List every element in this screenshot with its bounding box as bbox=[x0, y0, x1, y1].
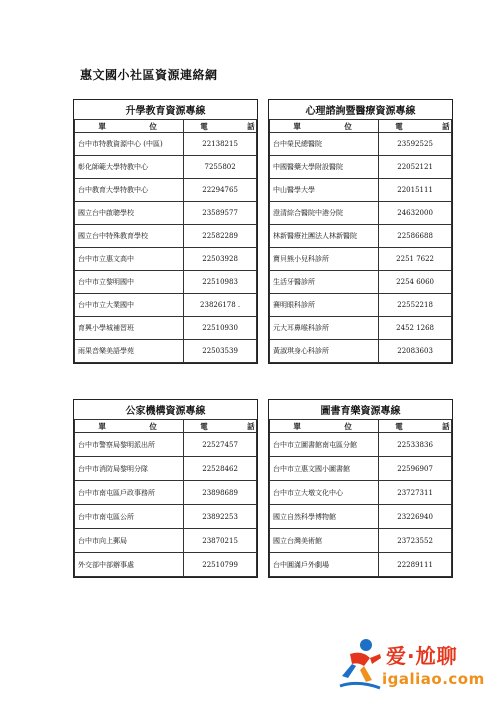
unit-name-cell: 外交部中部辦事處 bbox=[75, 553, 184, 577]
column-header-phone: 電 話 bbox=[379, 420, 452, 433]
section-title-row bbox=[75, 100, 257, 120]
column-header-row bbox=[75, 420, 257, 433]
unit-name-cell: 台中市特教資源中心 (中區) bbox=[75, 133, 184, 156]
section-title: 公家機構資源專線 bbox=[75, 400, 257, 420]
phone-number-cell: 23892253 bbox=[184, 505, 257, 529]
unit-name-cell: 元大耳鼻喉科診所 bbox=[270, 317, 379, 340]
phone-number-cell: 22289111 bbox=[379, 553, 452, 577]
unit-name-cell: 台中教育大學特教中心 bbox=[75, 179, 184, 202]
contact-table bbox=[74, 400, 271, 577]
unit-name-cell: 台中市立黎明國中 bbox=[75, 271, 184, 294]
section-title-row bbox=[270, 100, 452, 120]
table-row bbox=[270, 202, 452, 225]
column-header-unit: 單 位 bbox=[75, 120, 184, 133]
unit-name-cell: 台中市南屯區公所 bbox=[75, 505, 184, 529]
phone-number-cell: 22138215 bbox=[184, 133, 257, 156]
table-row bbox=[270, 156, 452, 179]
phone-number-cell: 7255802 bbox=[184, 156, 257, 179]
unit-name-cell: 中國醫藥大學附設醫院 bbox=[270, 156, 379, 179]
table-row bbox=[75, 271, 257, 294]
contact-table bbox=[269, 400, 466, 577]
table-row bbox=[270, 225, 452, 248]
table-row bbox=[75, 317, 257, 340]
section-title: 圖書育樂資源專線 bbox=[270, 400, 452, 420]
column-header-unit: 單 位 bbox=[270, 420, 379, 433]
column-header-row bbox=[75, 120, 257, 133]
phone-number-cell: 2251 7622 bbox=[379, 248, 452, 271]
table-row bbox=[270, 433, 452, 457]
column-header-phone: 電 話 bbox=[379, 120, 452, 133]
unit-name-cell: 育興小學城補習班 bbox=[75, 317, 184, 340]
phone-number-cell: 22503539 bbox=[184, 340, 257, 363]
table-row bbox=[270, 457, 452, 481]
phone-number-cell: 22586688 bbox=[379, 225, 452, 248]
unit-name-cell: 台中市立圖書館南屯區分館 bbox=[270, 433, 379, 457]
table-row bbox=[75, 433, 257, 457]
phone-number-cell: 22596907 bbox=[379, 457, 452, 481]
table-row bbox=[75, 179, 257, 202]
unit-name-cell: 寶貝熊小兒科診所 bbox=[270, 248, 379, 271]
panel-education-resources bbox=[73, 99, 271, 364]
phone-number-cell: 23226940 bbox=[379, 505, 452, 529]
section-title: 升學教育資源專線 bbox=[75, 100, 257, 120]
phone-number-cell: 23870215 bbox=[184, 529, 257, 553]
phone-number-cell: 22527457 bbox=[184, 433, 257, 457]
table-row bbox=[75, 294, 257, 317]
phone-number-cell: 24632000 bbox=[379, 202, 452, 225]
section-title: 心理諮詢暨醫療資源專線 bbox=[270, 100, 452, 120]
phone-number-cell: 2452 1268 bbox=[379, 317, 452, 340]
table-row bbox=[75, 481, 257, 505]
section-title-row bbox=[270, 400, 452, 420]
unit-name-cell: 國立台中特殊教育學校 bbox=[75, 225, 184, 248]
phone-number-cell: 22552218 bbox=[379, 294, 452, 317]
phone-number-cell: 23898689 bbox=[184, 481, 257, 505]
phone-number-cell: 22510983 bbox=[184, 271, 257, 294]
table-row bbox=[270, 133, 452, 156]
table-row bbox=[75, 133, 257, 156]
phone-number-cell: 2254 6060 bbox=[379, 271, 452, 294]
unit-name-cell: 台中市消防局黎明分隊 bbox=[75, 457, 184, 481]
phone-number-cell: 22528462 bbox=[184, 457, 257, 481]
unit-name-cell: 澄清綜合醫院中港分院 bbox=[270, 202, 379, 225]
phone-number-cell: 22533836 bbox=[379, 433, 452, 457]
panel-library-recreation-resources bbox=[268, 399, 466, 578]
document-title: 惠文國小社區資源連絡網 bbox=[80, 68, 218, 82]
unit-name-cell: 台中市立大業國中 bbox=[75, 294, 184, 317]
table-row bbox=[75, 505, 257, 529]
unit-name-cell: 台中市警察局黎明派出所 bbox=[75, 433, 184, 457]
table-row bbox=[75, 225, 257, 248]
unit-name-cell: 台中市南屯區戶政事務所 bbox=[75, 481, 184, 505]
table-row bbox=[270, 317, 452, 340]
phone-number-cell: 23723552 bbox=[379, 529, 452, 553]
unit-name-cell: 彰化師範大學特教中心 bbox=[75, 156, 184, 179]
section-title-row bbox=[75, 400, 257, 420]
column-header-row bbox=[270, 420, 452, 433]
unit-name-cell: 國立台中啟聰學校 bbox=[75, 202, 184, 225]
table-row bbox=[270, 529, 452, 553]
unit-name-cell: 台中市立惠文高中 bbox=[75, 248, 184, 271]
unit-name-cell: 黃淑琪身心科診所 bbox=[270, 340, 379, 363]
unit-name-cell: 生活牙醫診所 bbox=[270, 271, 379, 294]
watermark-text-cn: 爱·尬聊 bbox=[386, 644, 458, 668]
column-header-phone: 電 話 bbox=[184, 420, 257, 433]
phone-number-cell: 22582289 bbox=[184, 225, 257, 248]
unit-name-cell: 台中市立大墩文化中心 bbox=[270, 481, 379, 505]
contact-table bbox=[269, 100, 466, 363]
watermark-text-en: igaliao.com bbox=[382, 670, 485, 688]
table-row bbox=[270, 248, 452, 271]
unit-name-cell: 中山醫學大學 bbox=[270, 179, 379, 202]
table-row bbox=[270, 553, 452, 577]
phone-number-cell: 22510930 bbox=[184, 317, 257, 340]
table-row bbox=[75, 202, 257, 225]
table-row bbox=[270, 294, 452, 317]
phone-number-cell: 22510799 bbox=[184, 553, 257, 577]
panel-counseling-medical-resources bbox=[268, 99, 466, 364]
phone-number-cell: 23826178 . bbox=[184, 294, 257, 317]
unit-name-cell: 台中圓滿戶外劇場 bbox=[270, 553, 379, 577]
phone-number-cell: 22015111 bbox=[379, 179, 452, 202]
phone-number-cell: 23592525 bbox=[379, 133, 452, 156]
column-header-row bbox=[270, 120, 452, 133]
contact-table bbox=[74, 100, 271, 363]
phone-number-cell: 22083603 bbox=[379, 340, 452, 363]
table-row bbox=[75, 340, 257, 363]
column-header-unit: 單 位 bbox=[270, 120, 379, 133]
unit-name-cell: 林新醫療社團法人林新醫院 bbox=[270, 225, 379, 248]
table-row bbox=[270, 271, 452, 294]
unit-name-cell: 國立自然科學博物館 bbox=[270, 505, 379, 529]
column-header-unit: 單 位 bbox=[75, 420, 184, 433]
unit-name-cell: 台中市立惠文國小圖書館 bbox=[270, 457, 379, 481]
table-row bbox=[270, 481, 452, 505]
phone-number-cell: 22503928 bbox=[184, 248, 257, 271]
unit-name-cell: 雨果音樂美語學苑 bbox=[75, 340, 184, 363]
table-row bbox=[75, 457, 257, 481]
watermark-logo bbox=[336, 636, 496, 700]
phone-number-cell: 22052121 bbox=[379, 156, 452, 179]
column-header-phone: 電 話 bbox=[184, 120, 257, 133]
unit-name-cell: 台中榮民總醫院 bbox=[270, 133, 379, 156]
table-row bbox=[75, 156, 257, 179]
phone-number-cell: 23727311 bbox=[379, 481, 452, 505]
table-row bbox=[270, 505, 452, 529]
table-row bbox=[270, 179, 452, 202]
unit-name-cell: 台中市向上郵局 bbox=[75, 529, 184, 553]
table-row bbox=[75, 553, 257, 577]
table-row bbox=[75, 248, 257, 271]
table-row bbox=[270, 340, 452, 363]
table-row bbox=[75, 529, 257, 553]
runner-logo-icon bbox=[336, 636, 384, 696]
unit-name-cell: 賽明眼科診所 bbox=[270, 294, 379, 317]
phone-number-cell: 23589577 bbox=[184, 202, 257, 225]
unit-name-cell: 國立台灣美術館 bbox=[270, 529, 379, 553]
panel-public-agency-resources bbox=[73, 399, 271, 578]
phone-number-cell: 22294765 bbox=[184, 179, 257, 202]
